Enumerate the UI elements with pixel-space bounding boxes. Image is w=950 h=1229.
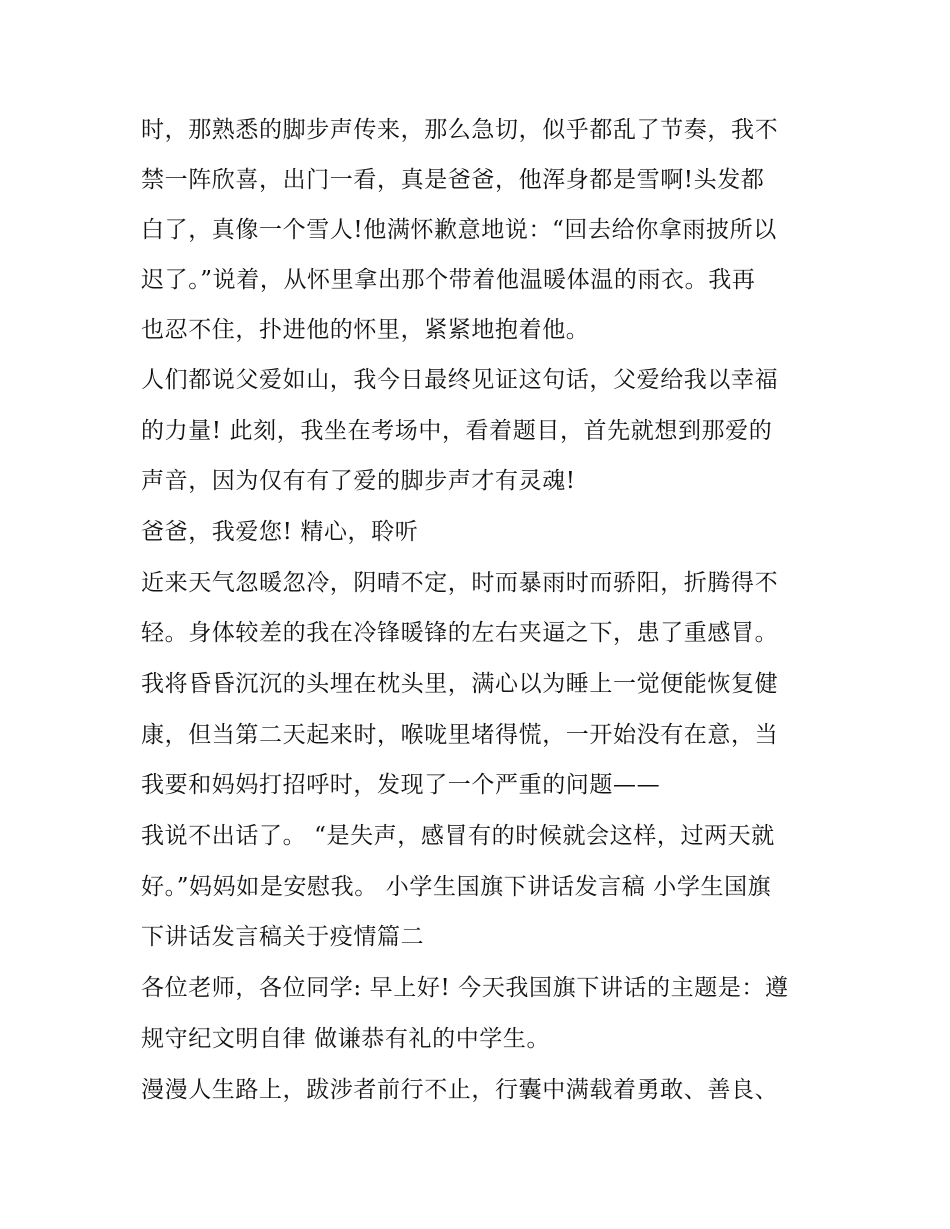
text-line: 康，但当第二天起来时，喉咙里堵得慌，一开始没有在意，当	[141, 722, 779, 748]
text-line: 近来天气忽暖忽冷，阴晴不定，时而暴雨时而骄阳，折腾得不	[141, 570, 779, 596]
text-line: 漫漫人生路上，跋涉者前行不止，行囊中满载着勇敢、善良、	[141, 1077, 779, 1103]
text-line: 好。”妈妈如是安慰我。 小学生国旗下讲话发言稿 小学生国旗	[141, 874, 772, 900]
text-line: 禁一阵欣喜，出门一看，真是爸爸，他浑身都是雪啊!头发都	[141, 167, 765, 193]
text-line: 我要和妈妈打招呼时，发现了一个严重的问题——	[141, 772, 661, 798]
text-line: 声音，因为仅有有了爱的脚步声才有灵魂!	[141, 468, 576, 494]
text-line: 各位老师，各位同学: 早上好! 今天我国旗下讲话的主题是：遵	[141, 975, 789, 1001]
text-line: 我说不出话了。 “是失声，感冒有的时候就会这样，过两天就	[141, 823, 775, 849]
text-line: 规守纪文明自律 做谦恭有礼的中学生。	[141, 1026, 551, 1052]
text-line: 我将昏昏沉沉的头埋在枕头里，满心以为睡上一觉便能恢复健	[141, 671, 779, 697]
text-line: 时，那熟悉的脚步声传来，那么急切，似乎都乱了节奏，我不	[141, 117, 779, 143]
text-line: 轻。身体较差的我在冷锋暖锋的左右夹逼之下，患了重感冒。	[141, 620, 779, 646]
text-line: 迟了。”说着，从怀里拿出那个带着他温暖体温的雨衣。我再	[141, 267, 756, 293]
text-line: 爸爸，我爱您! 精心，聆听	[141, 519, 419, 545]
text-line: 人们都说父爱如山，我今日最终见证这句话，父爱给我以幸福	[141, 367, 779, 393]
text-line: 的力量! 此刻，我坐在考场中，看着题目，首先就想到那爱的	[141, 418, 773, 444]
text-line: 白了，真像一个雪人!他满怀歉意地说：“回去给你拿雨披所以	[141, 217, 777, 243]
text-line: 下讲话发言稿关于疫情篇二	[141, 924, 425, 950]
text-line: 也忍不住，扑进他的怀里，紧紧地抱着他。	[141, 317, 590, 343]
